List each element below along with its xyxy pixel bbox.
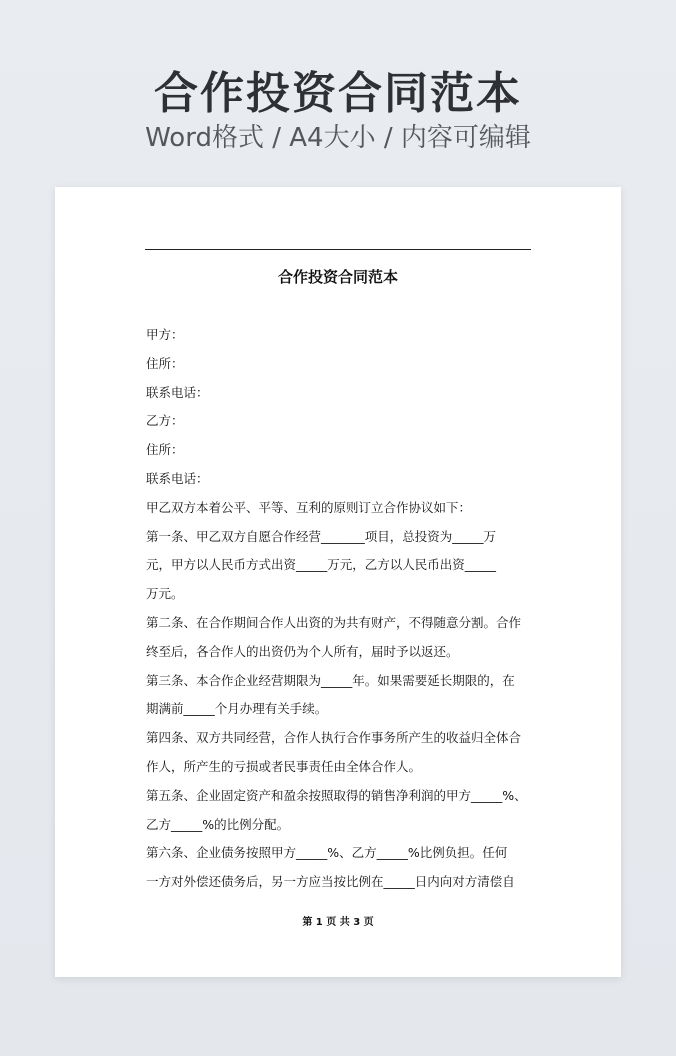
party-a-line: 甲方： (146, 327, 184, 342)
party-a-phone-line: 联系电话： (146, 384, 209, 400)
article-6-line-2: 一方对外偿还债务后，另一方应当按比例在_____日内向对方清偿自 (146, 874, 515, 890)
article-5-line-1: 第五条、企业固定资产和盈余按照取得的销售净利润的甲方_____%、 (146, 787, 527, 803)
document-body (146, 321, 531, 897)
party-b-address-line: 住所： (146, 442, 184, 458)
banner-title: 合作投资合同范本 (154, 68, 522, 119)
article-1-line-1: 第一条、甲乙双方自愿合作经营_______项目，总投资为_____万 (146, 528, 497, 544)
page-number: 第 1 页 共 3 页 (302, 917, 374, 928)
header-rule (145, 249, 531, 250)
party-a-address-line: 住所： (146, 355, 184, 371)
article-3-line-1: 第三条、本合作企业经营期限为_____年。如果需要延长期限的，在 (146, 672, 515, 688)
banner-subtitle: Word格式 / A4大小 / 内容可编辑 (145, 123, 531, 153)
article-1-line-2: 元，甲方以人民币方式出资_____万元，乙方以人民币出资_____ (146, 557, 497, 573)
document-title: 合作投资合同范本 (277, 268, 398, 286)
article-4-line-2: 作人，所产生的亏损或者民事责任由全体合作人。 (146, 758, 422, 774)
article-5-line-2: 乙方_____%的比例分配。 (146, 816, 290, 832)
party-b-line: 乙方： (146, 413, 184, 429)
article-4-line-1: 第四条、双方共同经营，合作人执行合作事务所产生的收益归全体合 (146, 730, 522, 746)
party-b-phone-line: 联系电话： (146, 470, 209, 486)
article-3-line-2: 期满前_____个月办理有关手续。 (146, 701, 328, 717)
article-1-line-3: 万元。 (146, 586, 184, 602)
document-page (55, 187, 621, 977)
article-2-line-2: 终至后，各合作人的出资仍为个人所有，届时予以返还。 (146, 643, 459, 659)
article-2-line-1: 第二条、在合作期间合作人出资的为共有财产，不得随意分割。合作 (146, 614, 522, 630)
article-6-line-1: 第六条、企业债务按照甲方_____%、乙方_____%比例负担。任何 (146, 845, 508, 861)
preamble-line: 甲乙双方本着公平、平等、互利的原则订立合作协议如下： (146, 499, 472, 515)
